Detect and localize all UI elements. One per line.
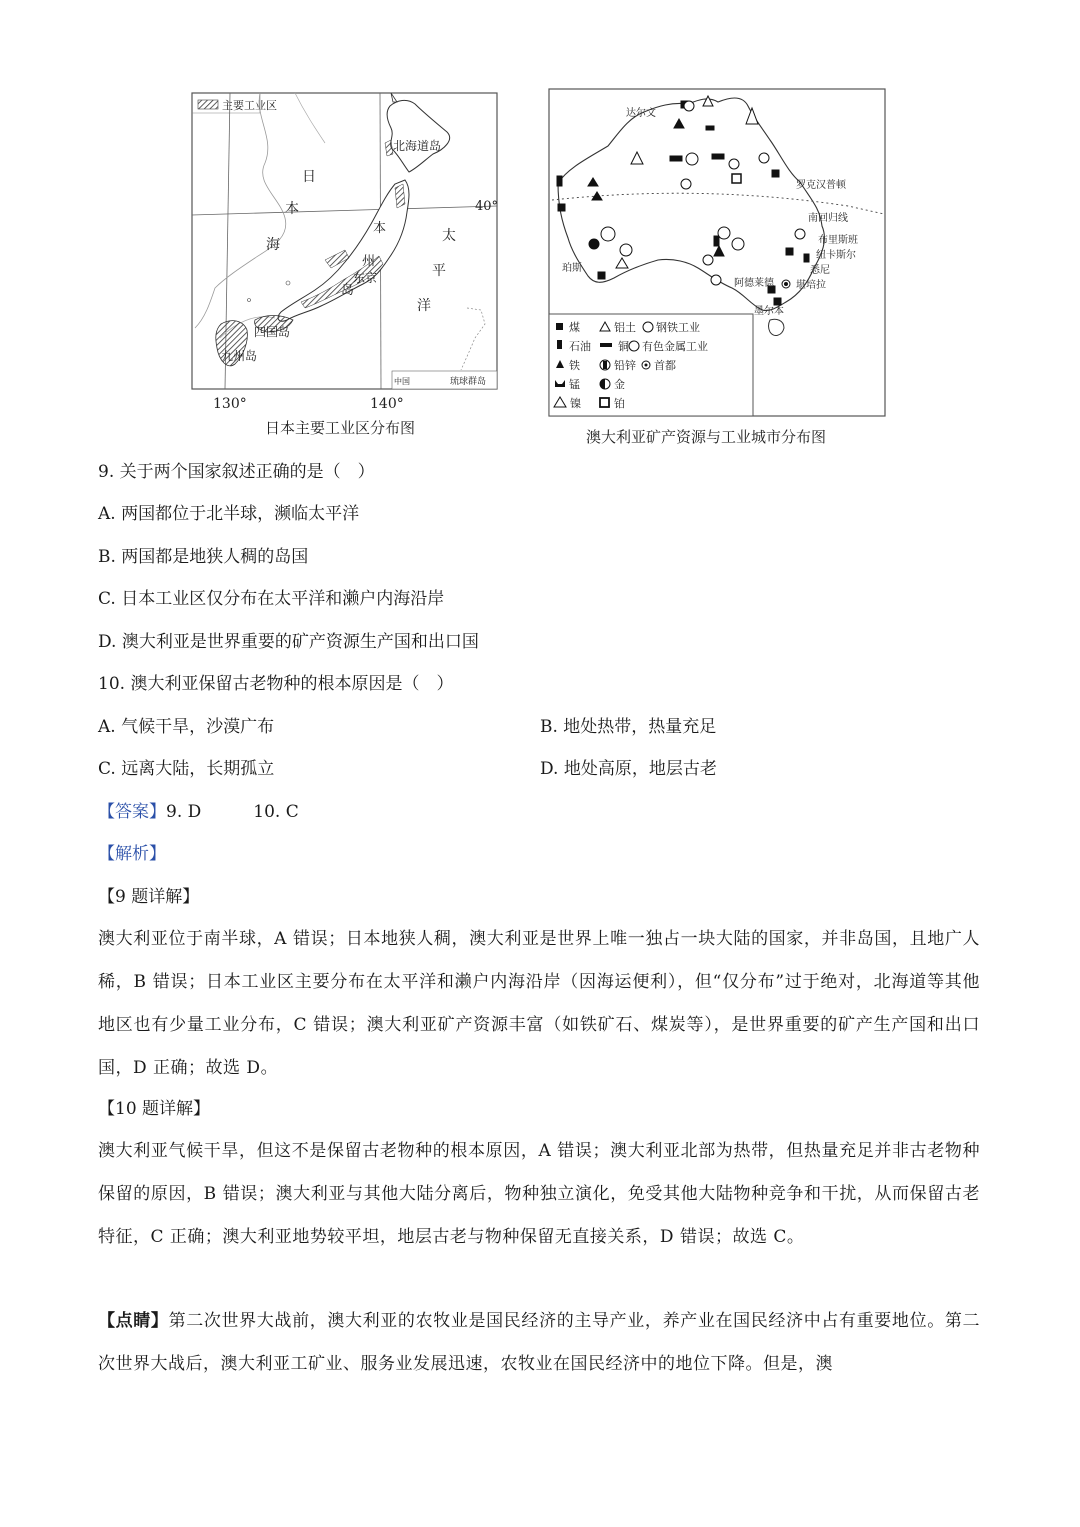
australia-map (548, 88, 888, 420)
legend-gold: 金 (614, 378, 625, 391)
legend-leadzinc: 铅锌 (614, 359, 636, 372)
label-ping: 平 (432, 263, 446, 279)
japan-map (185, 88, 505, 418)
city-perth: 珀斯 (562, 263, 582, 274)
q9-stem: 9. 关于两个国家叙述正确的是（ ） (98, 462, 375, 482)
answer-10: 10. C (253, 802, 299, 822)
label-shikoku: 四国岛 (254, 325, 291, 339)
answer-tag: 【答案】 (98, 802, 166, 822)
legend-manganese: 锰 (569, 378, 580, 391)
q9-option-c: C. 日本工业区仅分布在太平洋和濑户内海沿岸 (98, 589, 445, 609)
city-sydney: 悉尼 (810, 265, 830, 276)
legend-capital: 首都 (654, 359, 676, 372)
label-ben: 本 (285, 201, 299, 217)
city-adelaide: 阿德莱德 (734, 278, 774, 289)
label-ri: 日 (302, 169, 316, 185)
label-lon-140: 140° (370, 396, 404, 412)
label-honshu-zhou: 州 (362, 254, 376, 269)
label-tai: 太 (442, 228, 456, 244)
q10-stem: 10. 澳大利亚保留古老物种的根本原因是（ ） (98, 674, 454, 694)
label-honshu-dao: 岛 (341, 283, 355, 298)
detail10-title: 【10 题详解】 (98, 1099, 211, 1119)
aus-legend (549, 314, 753, 416)
legend-industrial-zone: 主要工业区 (222, 99, 277, 112)
label-kyushu: 九州岛 (221, 349, 258, 363)
tasmania-island (769, 319, 785, 335)
label-tropic: 南回归线 (808, 213, 848, 224)
label-lat-40: 40° (474, 199, 498, 214)
q9-option-d: D. 澳大利亚是世界重要的矿产资源生产国和出口国 (98, 632, 479, 652)
japan-map-caption: 日本主要工业区分布图 (265, 419, 416, 437)
legend-iron: 铁 (569, 359, 580, 372)
label-lon-130: 130° (213, 396, 247, 412)
inset-china-label: 中国 (394, 377, 410, 386)
legend-copper: 铜 (618, 340, 629, 353)
detail9-text: 澳大利亚位于南半球，A 错误；日本地狭人稠，澳大利亚是世界上唯一独占一块大陆的国家，并非岛国，且地广人稀，B 错误；日本工业区主要分布在太平洋和濑户内海沿岸（因海运便利），但“仅分布”过于绝对，北海道等其他地区也有少量工业分布，C 错误；澳大利亚矿产资源丰富（如铁矿石、煤炭等），是世界重要的矿产生产国和出口国，D 正确；故选 D。 (98, 929, 980, 1078)
q10-option-a: A. 气候干旱，沙漠广布 (98, 717, 275, 737)
legend-oil: 石油 (569, 340, 591, 353)
legend-nonferrous: 有色金属工业 (642, 340, 708, 353)
legend-platinum: 铂 (614, 397, 625, 410)
city-newcastle: 纽卡斯尔 (816, 250, 856, 261)
legend-bauxite: 铝土 (614, 321, 636, 334)
q10-option-d: D. 地处高原，地层古老 (540, 759, 717, 779)
answer-9: 9. D (166, 802, 202, 822)
label-hokkaido: 北海道岛 (393, 139, 442, 153)
analysis-tag: 【解析】 (98, 844, 166, 864)
legend-steel: 钢铁工业 (656, 321, 700, 334)
city-canberra: 堪培拉 (796, 280, 826, 291)
answer-line (98, 801, 299, 823)
q9-option-a: A. 两国都位于北半球，濒临太平洋 (98, 504, 360, 524)
aus-map-caption: 澳大利亚矿产资源与工业城市分布图 (586, 428, 827, 446)
q9-option-b: B. 两国都是地狭人稠的岛国 (98, 547, 309, 567)
label-hai: 海 (266, 237, 280, 253)
tip-text: 第二次世界大战前，澳大利亚的农牧业是国民经济的主导产业，养产业在国民经济中占有重要地位。第二次世界大战后，澳大利亚工矿业、服务业发展迅速，农牧业在国民经济中的地位下降。但是，澳 (98, 1311, 981, 1374)
label-tokyo: 东京 (353, 271, 378, 285)
tip-paragraph (98, 1300, 980, 1386)
city-darwin: 达尔文 (626, 108, 656, 119)
industrial-zone-legend-swatch (198, 100, 218, 109)
legend-coal: 煤 (569, 321, 580, 334)
detail9-title: 【9 题详解】 (98, 887, 200, 907)
q10-option-b: B. 地处热带，热量充足 (540, 717, 717, 737)
legend-nickel: 镍 (570, 397, 581, 410)
label-honshu-ben: 本 (373, 221, 387, 236)
tip-tag: 【点睛】 (98, 1311, 169, 1331)
city-melbourne: 墨尔本 (754, 306, 784, 317)
detail10-text: 澳大利亚气候干旱，但这不是保留古老物种的根本原因，A 错误；澳大利亚北部为热带，但热量充足并非古老物种保留的原因，B 错误；澳大利亚与其他大陆分离后，物种独立演化，免受其他大陆物种竞争和干扰，从而保留古老特征，C 正确；澳大利亚地势较平坦，地层古老与物种保留无直接关系，D 错误；故选 C。 (98, 1141, 980, 1247)
city-rockhampton: 罗克汉普顿 (796, 180, 846, 191)
label-yang: 洋 (417, 298, 431, 314)
q10-option-c: C. 远离大陆，长期孤立 (98, 759, 275, 779)
inset-ryukyu-label: 琉球群岛 (450, 377, 487, 387)
city-brisbane: 布里斯班 (818, 235, 858, 246)
